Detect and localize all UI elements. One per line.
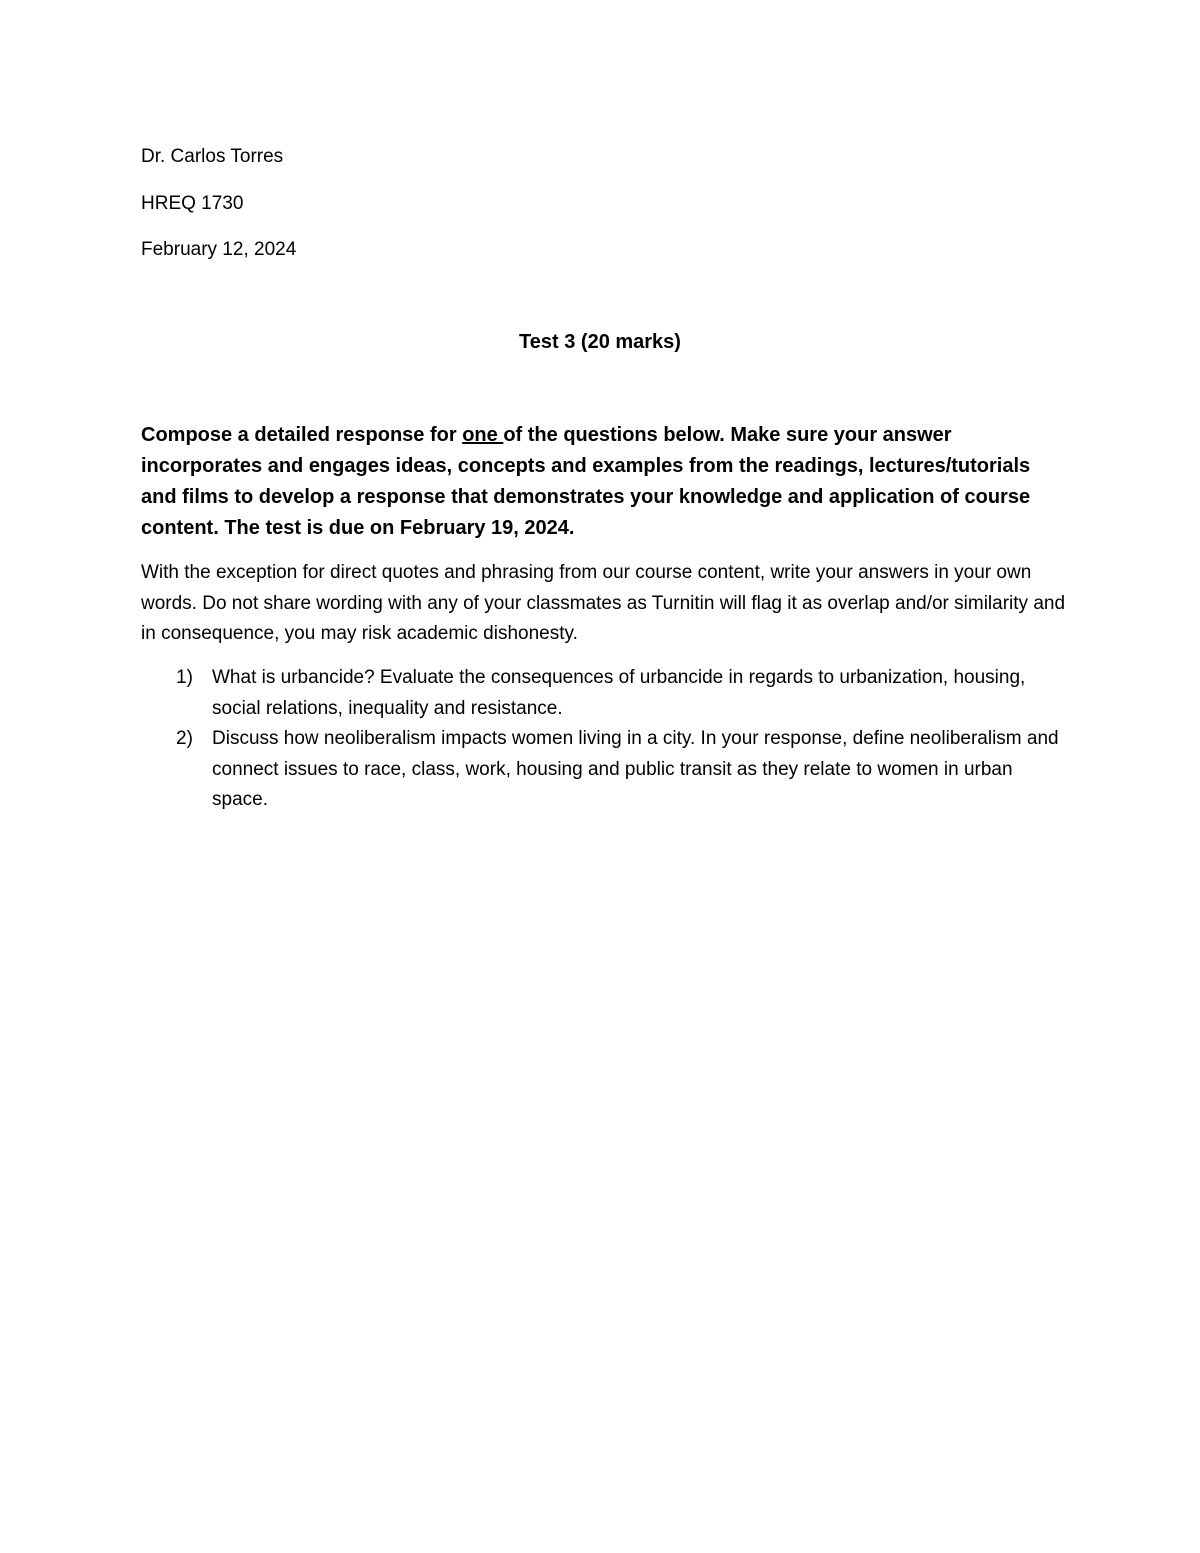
instructions-paragraph (141, 420, 1071, 544)
question-item (141, 724, 1071, 816)
course-code: HREQ 1730 (141, 193, 244, 214)
academic-integrity-note: With the exception for direct quotes and phrasing from our course content, write your answers in your own words. Do not share wording with any of your classmates as Turnitin will flag it as overlap and/or similarity and in consequence, you may risk academic dishonesty. (141, 562, 1066, 644)
instructor-name: Dr. Carlos Torres (141, 146, 284, 167)
instructions-text-end: of the questions below. Make sure your answer incorporates and engages ideas, concepts and examples from the readings, lectures/tutorials and films to develop a response that demonstrates your knowledge and application of course content. The test is due on February 19, 2024. (141, 424, 1031, 539)
document-date: February 12, 2024 (141, 239, 297, 260)
instructions-text-start: Compose a detailed response for (141, 424, 463, 446)
instructions-underlined-word: one (462, 424, 504, 446)
test-title: Test 3 (20 marks) (519, 331, 681, 353)
question-list (141, 663, 1071, 816)
question-text: What is urbancide? Evaluate the consequences of urbancide in regards to urbanization, housing, social relations, inequality and resistance. (212, 667, 1026, 719)
question-number: 1) (176, 667, 193, 688)
question-text: Discuss how neoliberalism impacts women living in a city. In your response, define neoliberalism and connect issues to race, class, work, housing and public transit as they relate to women in urban space. (212, 728, 1059, 810)
question-number: 2) (176, 728, 193, 749)
question-item (141, 663, 1071, 724)
